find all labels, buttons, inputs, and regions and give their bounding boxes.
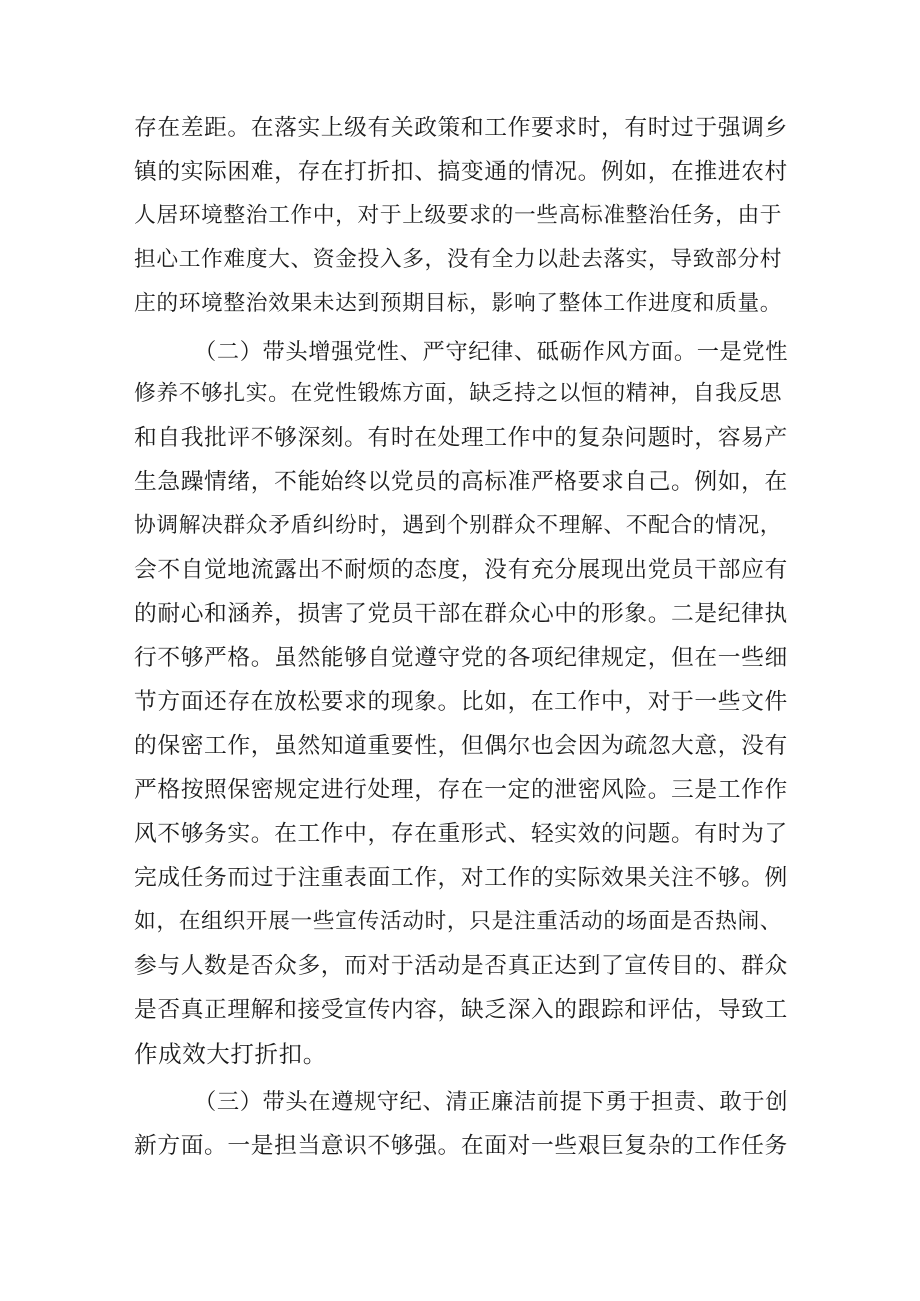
section-heading-line: （二）带头增强党性、严守纪律、砥砺作风方面。一是党性 [194, 339, 789, 365]
text-line: 庄的环境整治效果未达到预期目标，影响了整体工作进度和质量。 [134, 291, 783, 316]
text-line: 镇的实际困难，存在打折扣、搞变通的情况。例如，在推进农村 [134, 159, 788, 185]
text-line: 存在差距。在落实上级有关政策和工作要求时，有时过于强调乡 [134, 115, 788, 141]
text-line: 节方面还存在放松要求的现象。比如，在工作中，对于一些文件 [134, 689, 788, 715]
text-line: 完成任务而过于注重表面工作，对工作的实际效果关注不够。例 [134, 865, 788, 891]
text-line: 是否真正理解和接受宣传内容，缺乏深入的跟踪和评估，导致工 [134, 997, 788, 1023]
text-line: 风不够务实。在工作中，存在重形式、轻实效的问题。有时为了 [134, 821, 788, 847]
text-line: 行不够严格。虽然能够自觉遵守党的各项纪律规定，但在一些细 [134, 645, 788, 671]
text-line: 人居环境整治工作中，对于上级要求的一些高标准整治任务，由于 [134, 203, 783, 228]
text-line: 的耐心和涵养，损害了党员干部在群众心中的形象。二是纪律执 [134, 601, 788, 627]
text-line: 的保密工作，虽然知道重要性，但偶尔也会因为疏忽大意，没有 [134, 733, 788, 759]
text-line: 作成效大打折扣。 [134, 1040, 327, 1068]
text-line: 严格按照保密规定进行处理，存在一定的泄密风险。三是工作作 [134, 777, 788, 803]
text-line: 修养不够扎实。在党性锻炼方面，缺乏持之以恒的精神，自我反思 [134, 381, 783, 406]
text-line: 新方面。一是担当意识不够强。在面对一些艰巨复杂的工作任务 [134, 1133, 788, 1159]
text-line: 和自我批评不够深刻。有时在处理工作中的复杂问题时，容易产 [134, 425, 788, 451]
section-heading-line: （三）带头在遵规守纪、清正廉洁前提下勇于担责、敢于创 [194, 1089, 789, 1115]
text-line: 担心工作难度大、资金投入多，没有全力以赴去落实，导致部分村 [134, 247, 783, 272]
text-line: 参与人数是否众多，而对于活动是否真正达到了宣传目的、群众 [134, 953, 788, 979]
text-line: 生急躁情绪，不能始终以党员的高标准严格要求自己。例如，在 [134, 469, 788, 495]
text-line: 会不自觉地流露出不耐烦的态度，没有充分展现出党员干部应有 [134, 557, 788, 583]
text-line: 如，在组织开展一些宣传活动时，只是注重活动的场面是否热闹、 [134, 909, 783, 934]
text-line: 协调解决群众矛盾纠纷时，遇到个别群众不理解、不配合的情况， [134, 513, 783, 538]
